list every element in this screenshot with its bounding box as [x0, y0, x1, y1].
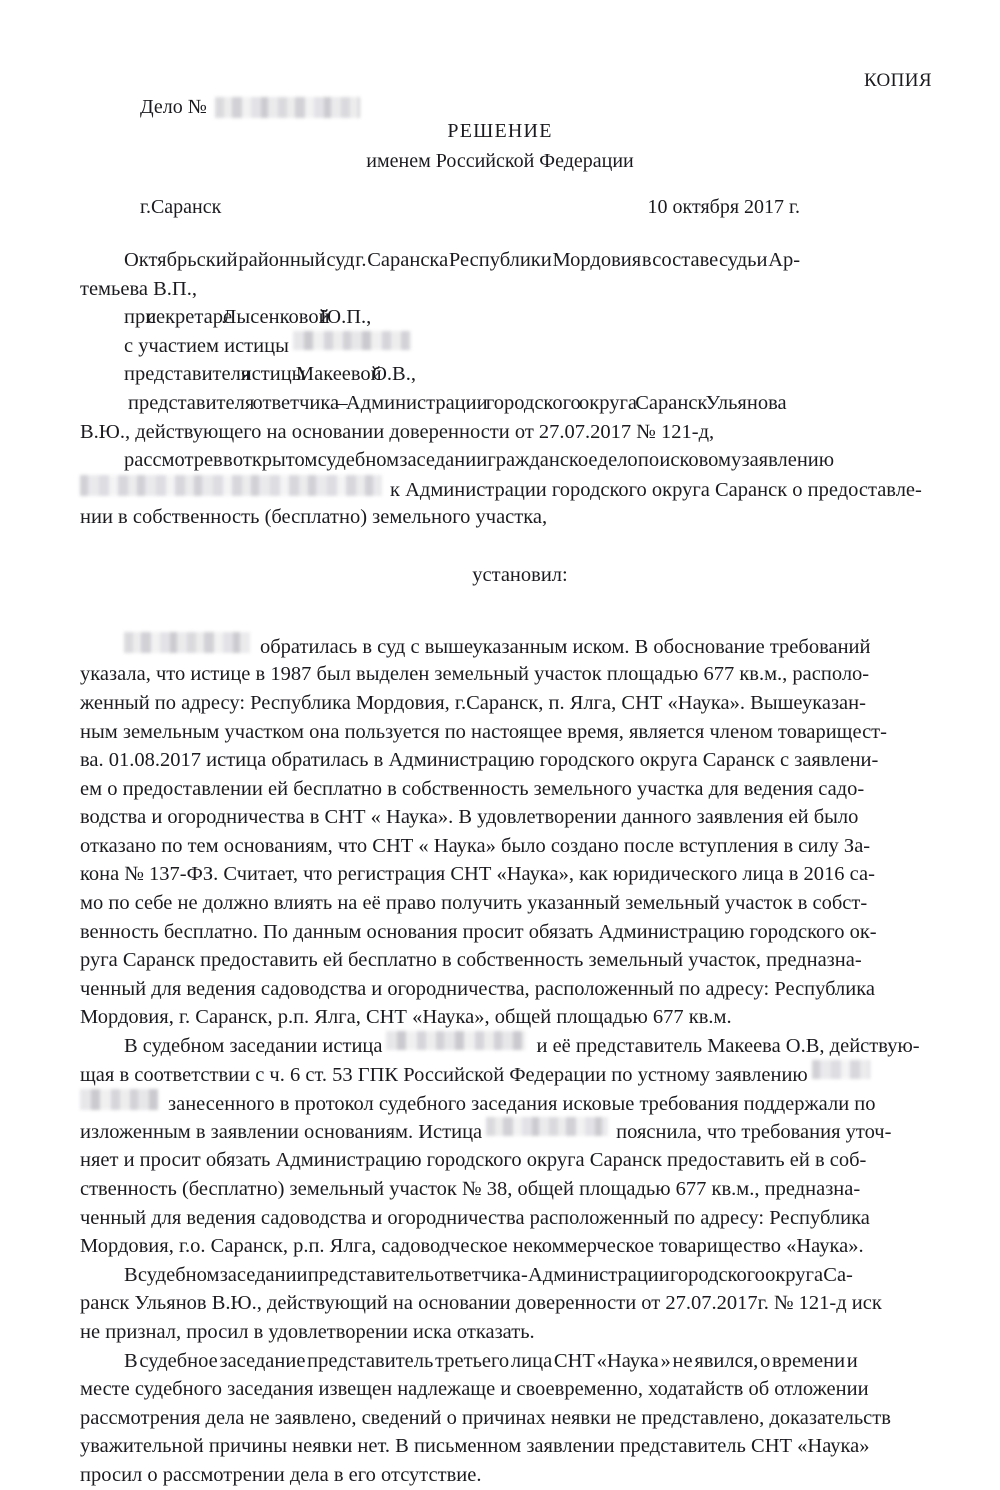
body-line: В судебное заседание представитель третьего лица СНТ «Наука » не явился, о времени и — [124, 1349, 858, 1372]
preamble-line: нии в собственность (бесплатно) земельного участка, — [80, 506, 548, 529]
document-title-block — [0, 120, 1000, 173]
preamble-line: Октябрьский районный суд г. Саранска Республики Мордовия в составе судьи Ар- — [124, 249, 801, 271]
preamble-line-text: к Администрации городского округа Саранск о предоставле- — [390, 478, 922, 501]
body-line: рассмотрения дела не заявлено, сведений о причинах неявки не представлено, доказательств — [80, 1406, 891, 1429]
body-line: ранск Ульянов В.Ю., действующий на основании доверенности от 27.07.2017г. № 121-д иск — [80, 1292, 882, 1315]
body-line-text: пояснила, что требования уточ- — [616, 1120, 892, 1143]
body-line: указала, что истице в 1987 был выделен земельный участок площадью 677 кв.м., располо- — [80, 663, 870, 686]
body-line: месте судебного заседания извещен надлежаще и своевременно, ходатайств об отложении — [80, 1378, 869, 1401]
body-line-with-redaction — [80, 632, 960, 661]
body-line: водства и огородничества в СНТ « Наука». В удовлетворении данного заявления ей было — [80, 806, 859, 829]
city-label: г.Саранск — [140, 196, 222, 218]
body-line: уважительной причины неявки нет. В письменном заявлении представитель СНТ «Наука» — [80, 1435, 870, 1458]
section-heading: установил: — [472, 563, 568, 586]
body-line: ченный для ведения садоводства и огородничества, расположенный по адресу: Республика — [80, 977, 875, 1000]
body-line: ственность (бесплатно) земельный участок № 38, общей площадью 677 кв.м., предназна- — [80, 1178, 861, 1200]
body-line-with-redaction — [80, 1061, 960, 1090]
body-line: В судебном заседании представитель ответчика - Администрации городского округа Са- — [124, 1263, 853, 1286]
document-subtitle: именем Российской Федерации — [366, 150, 634, 172]
redacted-plaintiff-name — [80, 1089, 158, 1110]
redacted-plaintiff-name — [386, 1031, 526, 1050]
body-line: венность бесплатно. По данным основания просит обязать Администрацию городского ок- — [80, 920, 877, 943]
date-label: 10 октября 2017 г. — [647, 196, 800, 218]
preamble-line: представителя ответчика – Администрации городского округа Саранск Ульянова — [128, 391, 787, 414]
body-line-text: В судебном заседании истица — [124, 1035, 383, 1058]
page-title: РЕШЕНИЕ — [447, 120, 553, 142]
preamble-line-with-redaction — [80, 332, 960, 361]
body-line: просил о рассмотрении дела в его отсутствие. — [80, 1463, 482, 1486]
body-line-text: обратилась в суд с вышеуказанным иском. В обоснование требований — [260, 635, 871, 658]
redacted-plaintiff-name — [80, 475, 382, 496]
body-line-text: и её представитель Макеева О.В, действую- — [536, 1035, 920, 1058]
copy-mark: КОПИЯ — [863, 70, 932, 91]
body-line-text: изложенным в заявлении основаниям. Истица — [80, 1120, 483, 1143]
preamble-line: рассмотрев в открытом судебном заседании гражданское дело по исковому заявлению — [124, 449, 835, 472]
redacted-plaintiff-name — [812, 1060, 870, 1079]
preamble-line: при секретаре Лысенковой Ю.П., — [124, 306, 372, 329]
body-line: кона № 137-ФЗ. Считает, что регистрация СНТ «Наука», как юридического лица в 2016 са- — [80, 863, 875, 886]
preamble-line-text: с участием истицы — [124, 334, 289, 357]
body-line-with-redaction — [80, 1032, 960, 1061]
spacer — [80, 532, 960, 561]
redacted-plaintiff-name — [124, 632, 250, 653]
body-line: Мордовия, г. Саранск, р.п. Ялга, СНТ «Наука», общей площадью 677 кв.м. — [80, 1006, 732, 1029]
preamble-line-with-redaction — [80, 475, 960, 504]
body-line: отказано по тем основаниям, что СНТ « Наука» было создано после вступления в силу За- — [80, 834, 871, 857]
document-body — [80, 246, 960, 1490]
body-line-with-redaction — [80, 1118, 960, 1147]
spacer — [80, 618, 960, 632]
spacer — [80, 589, 960, 618]
body-line: няет и просит обязать Администрацию городского округа Саранск предоставить ей в соб- — [80, 1149, 867, 1172]
body-line: не признал, просил в удовлетворении иска отказать. — [80, 1320, 535, 1343]
preamble-line: темьева В.П., — [80, 277, 197, 300]
body-line: мо по себе не должно влиять на её право получить указанный земельный участок в собст- — [80, 892, 868, 915]
body-line-text: занесенного в протокол судебного заседания исковые требования поддержали по — [168, 1093, 876, 1116]
redacted-plaintiff-name — [293, 331, 411, 350]
body-line-with-redaction — [80, 1089, 960, 1118]
body-line-text: щая в соответствии с ч. 6 ст. 53 ГПК Российской Федерации по устному заявлению — [80, 1063, 808, 1086]
body-line: руга Саранск предоставить ей бесплатно в собственность земельный участок, предназна- — [80, 949, 862, 972]
body-line: Мордовия, г.о. Саранск, р.п. Ялга, садоводческое некоммерческое товарищество «Наука». — [80, 1235, 864, 1258]
preamble-line: представителя истицы Макеевой О.В., — [124, 363, 416, 386]
body-line: ва. 01.08.2017 истица обратилась в Администрацию городского округа Саранск с заявлени- — [80, 749, 879, 772]
body-line: ным земельным участком она пользуется по настоящее время, является членом товарищест- — [80, 720, 887, 743]
place-and-date — [140, 196, 800, 219]
body-line: ченный для ведения садоводства и огородничества расположенный по адресу: Республика — [80, 1206, 870, 1229]
case-number-line — [140, 96, 360, 119]
redacted-plaintiff-name — [486, 1117, 608, 1136]
case-number-label: Дело № — [140, 96, 207, 118]
redacted-case-number — [215, 97, 360, 118]
preamble-line: В.Ю., действующего на основании доверенности от 27.07.2017 № 121-д, — [80, 420, 715, 443]
body-line: ем о предоставлении ей бесплатно в собственность земельного участка для ведения садо- — [80, 777, 865, 800]
body-line: женный по адресу: Республика Мордовия, г.Саранск, п. Ялга, СНТ «Наука». Вышеуказан- — [80, 691, 866, 714]
